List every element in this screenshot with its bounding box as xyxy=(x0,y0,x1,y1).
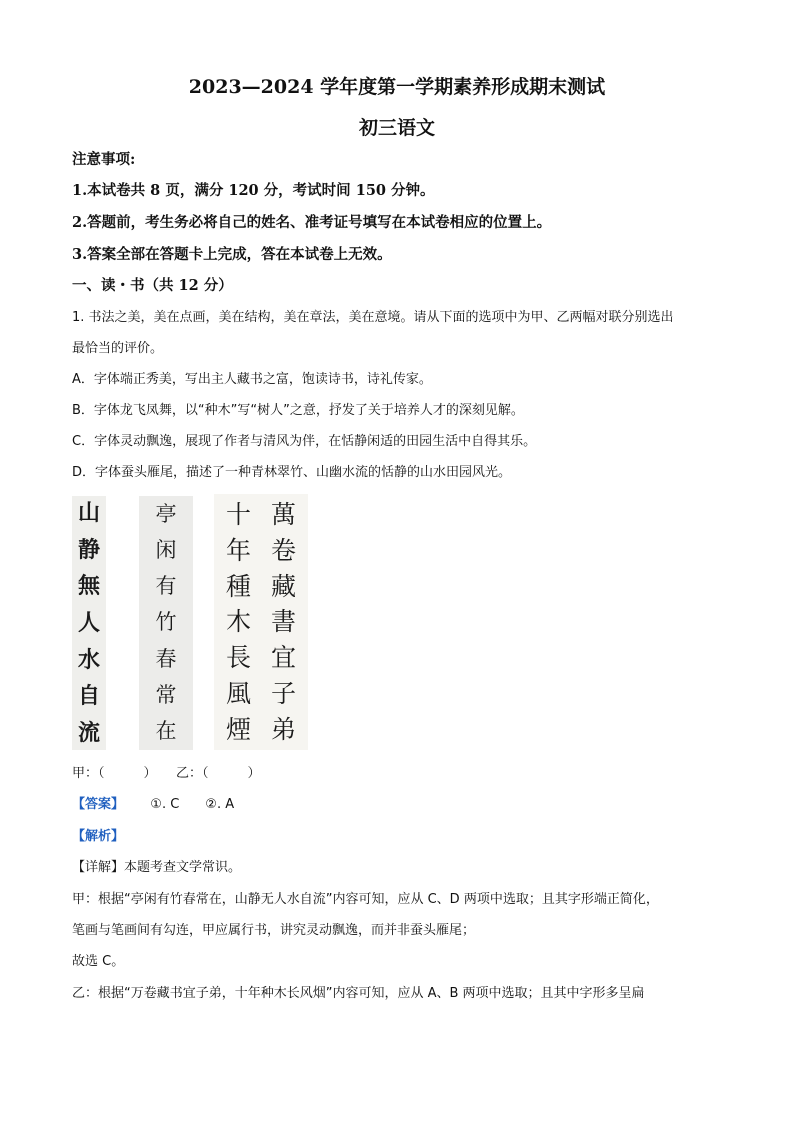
question-stem: 1. 书法之美，美在点画，美在结构，美在章法，美在意境。请从下面的选项中为甲、乙两幅对联分别选出 xyxy=(72,310,674,325)
analysis-jia: 甲：根据“亭闲有竹春常在，山静无人水自流”内容可知，应从 C、D 两项中选取；且其字形端正简化， xyxy=(72,892,659,907)
calligraphy-char: 流 xyxy=(77,719,100,746)
analysis-jia-conclusion: 故选 C。 xyxy=(72,954,125,969)
calligraphy-char: 無 xyxy=(77,573,100,600)
calligraphy-char: 卷 xyxy=(270,535,296,565)
answer-blanks: 甲：（ ） 乙：（ ） xyxy=(72,766,261,781)
answer-row xyxy=(72,795,732,815)
option-d: D．字体蚕头雁尾，描述了一种青林翠竹、山幽水流的恬静的山水田园风光。 xyxy=(72,465,512,480)
calligraphy-char: 風 xyxy=(225,679,251,709)
page-title: 2023—2024 学年度第一学期素养形成期末测试 xyxy=(188,76,606,98)
question-stem-cont: 最恰当的评价。 xyxy=(72,341,164,356)
calligraphy-char: 十 xyxy=(225,500,251,529)
calligraphy-char: 水 xyxy=(77,646,100,673)
notice-item: 3.答案全部在答题卡上完成，答在本试卷上无效。 xyxy=(72,246,392,263)
answer-label: 【答案】 xyxy=(72,797,125,812)
notice-heading: 注意事项: xyxy=(72,151,136,168)
detail-label: 【详解】 xyxy=(72,860,125,875)
detail-text: 本题考查文学常识。 xyxy=(124,860,242,875)
calligraphy-char: 春 xyxy=(155,646,177,671)
calligraphy-char: 亭 xyxy=(155,502,177,526)
calligraphy-char: 藏 xyxy=(270,571,296,601)
calligraphy-char: 自 xyxy=(77,683,100,710)
option-c: C．字体灵动飘逸，展现了作者与清风为伴，在恬静闲适的田园生活中自得其乐。 xyxy=(72,434,537,449)
calligraphy-char: 宜 xyxy=(270,643,296,673)
calligraphy-char: 闲 xyxy=(155,538,177,563)
calligraphy-char: 書 xyxy=(270,607,296,637)
calligraphy-char: 木 xyxy=(225,607,251,637)
calligraphy-image-2 xyxy=(139,496,193,750)
analysis-yi: 乙：根据“万卷藏书宜子弟，十年种木长风烟”内容可知，应从 A、B 两项中选取；且其中字形多呈扁 xyxy=(72,986,645,1001)
answer-text: ①. C ②. A xyxy=(150,797,235,812)
calligraphy-char: 竹 xyxy=(155,610,177,635)
calligraphy-char: 子 xyxy=(270,679,296,709)
calligraphy-char: 萬 xyxy=(270,500,296,529)
calligraphy-char: 人 xyxy=(77,609,100,636)
option-b: B．字体龙飞凤舞，以“种木”写“树人”之意，抒发了关于培养人才的深刻见解。 xyxy=(72,403,524,418)
calligraphy-char: 煙 xyxy=(225,714,251,744)
page-subtitle: 初三语文 xyxy=(358,117,435,139)
calligraphy-char: 有 xyxy=(155,574,177,599)
calligraphy-image-1 xyxy=(72,496,106,750)
calligraphy-char: 山 xyxy=(77,500,100,526)
analysis-row xyxy=(72,827,732,847)
analysis-jia-cont: 笔画与笔画间有勾连，甲应属行书，讲究灵动飘逸，而并非蚕头雁尾； xyxy=(72,923,476,938)
calligraphy-char: 種 xyxy=(225,571,251,601)
analysis-label: 【解析】 xyxy=(72,829,125,844)
option-a: A．字体端正秀美，写出主人藏书之富，饱读诗书，诗礼传家。 xyxy=(72,372,432,387)
calligraphy-char: 弟 xyxy=(270,714,296,744)
calligraphy-char: 長 xyxy=(225,643,251,673)
section-heading: 一、读・书（共 12 分） xyxy=(72,277,233,294)
notice-item: 1.本试卷共 8 页，满分 120 分，考试时间 150 分钟。 xyxy=(72,182,435,199)
calligraphy-char: 年 xyxy=(225,535,251,565)
calligraphy-image-3 xyxy=(214,494,308,750)
calligraphy-char: 常 xyxy=(155,682,177,707)
notice-item: 2.答题前，考生务必将自己的姓名、准考证号填写在本试卷相应的位置上。 xyxy=(72,214,552,231)
calligraphy-char: 静 xyxy=(77,536,100,563)
calligraphy-char: 在 xyxy=(155,718,177,743)
detail-row xyxy=(72,858,732,878)
